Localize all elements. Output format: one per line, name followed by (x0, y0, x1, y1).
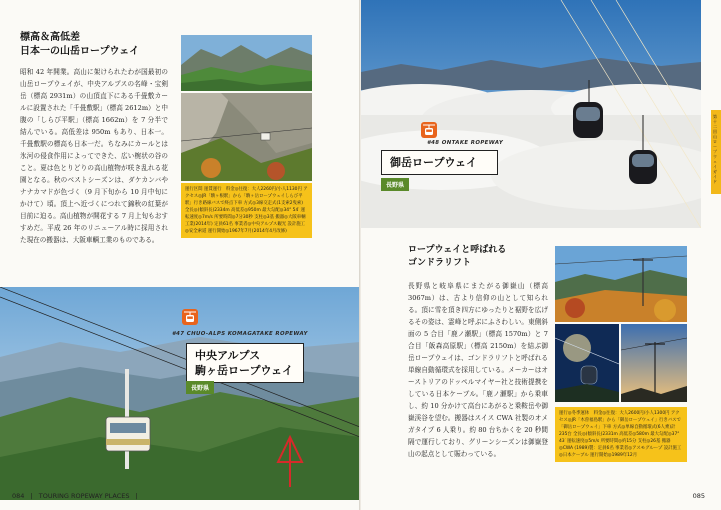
side-index-tab-text: 第十二回山ロープウェイガイド (713, 114, 717, 184)
right-prefecture-tag: 長野県 (381, 178, 409, 191)
left-page-number: 084 (12, 492, 25, 500)
right-info-caption: 運行◎冬季運休 料金◎往復：大人2600円/小人1300円 アクセス◎JR「木曽福島駅」から「御岳ロープウェイ」行きバスで「御岳ロープウェイ」下車 方式◎単線自動循環式(6人乗)計235台 全長◎(傾斜長)2331m 高低差◎580m 最大勾配◎37° 43′ 運転速度◎5m/s 所要時間◎約15分 支柱◎26基 搬器◎CWA (1989)製：定員6名 事業者◎アスモグループ 設計施工◎日本ケーブル 運行開始◎1989年12月 (555, 407, 687, 462)
photo-alpine-meadow (181, 35, 312, 91)
left-footer: 084 | TOURING ROPEWAY PLACES | (12, 492, 138, 500)
left-prefecture-tag: 長野県 (186, 381, 214, 394)
left-heading-line1: 標高＆高低差 (20, 32, 80, 43)
left-page (0, 0, 360, 510)
photo-night-gondola (555, 324, 619, 402)
photo-komagatake-ropeway (0, 287, 360, 500)
left-info-caption: 運行区間 運賃運行 料金◎往復：大人2260円/小人1130円 アクセス◎JR「駒ヶ根駅」から「駒ヶ岳ロープウェイしらび平駅」行き路線バスで終点下車 方式◎3線交走式(1支索2曳索) 全長◎(傾斜長)2334m 高低差◎950m 最大勾配◎34° 54′ 運転速度◎7m/s 所要時間◎7分30秒 支柱◎3基 搬器◎大阪車輌工業(2014年) 定員61名 事業者◎中央アルプス観光 設計施工◎安全索道 運行開始◎1967年7月(2014年4月改修) (181, 183, 312, 238)
right-page (361, 0, 721, 510)
left-heading (20, 31, 139, 59)
left-body-text: 昭和 42 年開業。高山に架けられたわが国最初の山岳ロープウェイが、中央アルプスの名峰・宝剣岳（標高 2931m）の山頂直下にある千畳敷カールに設置された「千畳敷駅」（標高 2612m）と中腹の「しらび平駅」（標高 1662m）を 7 分半で結んでいる。高低差は 950m もあり、日本一。千畳敷駅の標高も日本一だ。ちなみにカールとは氷河の侵食作用によってできた、広い椀状の谷のこと。夏は色とりどりの高山植物が咲き乱れる花園となる。秋のベストシーズンは、ダケカンバやナナカマドが色づく（9 月下旬から 10 月中旬にかけて）頃。頂上へ近づくにつれて錦秋の紅葉が目前に迫る。高山植物が開花する 7 月上旬もおすすめだ。平成 26 年のリニューアル時に採用された現在の搬器は、大阪車輌工業のものである。 (20, 68, 168, 244)
left-station-name (186, 343, 304, 383)
left-station-name-line1: 中央アルプス (195, 349, 261, 362)
side-index-tab (711, 110, 721, 194)
right-route-label: #48 ONTAKE ROPEWAY (427, 140, 504, 146)
right-heading-line2: ゴンドラリフト (408, 258, 472, 268)
right-page-number: 085 (692, 492, 705, 500)
photo-ontake-sea-of-clouds (361, 0, 701, 228)
photo-sunset-pylon (621, 324, 687, 402)
left-route-label: #47 CHUO-ALPS KOMAGATAKE ROPEWAY (172, 331, 308, 337)
left-station-name-line2: 駒ヶ岳ロープウェイ (195, 364, 294, 377)
footer-series: TOURING ROPEWAY PLACES (38, 492, 130, 500)
photo-rocky-autumn-slope (181, 93, 312, 181)
gondola-icon (421, 122, 437, 138)
gondola-icon (182, 309, 198, 325)
right-heading-line1: ロープウェイと呼ばれる (408, 245, 507, 255)
left-heading-line2: 日本一の山岳ロープウェイ (20, 46, 140, 57)
right-heading (408, 244, 506, 270)
photo-autumn-pylon (555, 246, 687, 322)
right-body-text: 長野県と岐阜県にまたがる御嶽山（標高 3067m）は、古より信仰の山として知られる。頂に雪を頂き四方にゆったりと裾野を広げるその姿は、霊峰と呼ぶにふさわしい。東側斜面の 5 合目「鹿ノ瀬駅」（標高 1570m）と 7 合目「飯森高原駅」（標高 2150m）を結ぶ御岳ロープウェイは、ゴンドラリフトと呼ばれる単線自動循環式を採用している。メーカーはオーストリアのドッペルマイヤー社と技術提携をしている日本ケーブル。「鹿ノ瀬駅」から乗車し、約 10 分かけて高台にあがると乗鞍岳や御嶽渓谷を望む。搬器はスイス CWA 社製のオメガタイプ 6 人乗り。約 80 台ちかくを 20 秒間隔で運行しており、グリーンシーズンは御嶽登山の起点として賑わっている。 (408, 282, 548, 458)
right-station-name: 御岳ロープウェイ (381, 150, 498, 175)
